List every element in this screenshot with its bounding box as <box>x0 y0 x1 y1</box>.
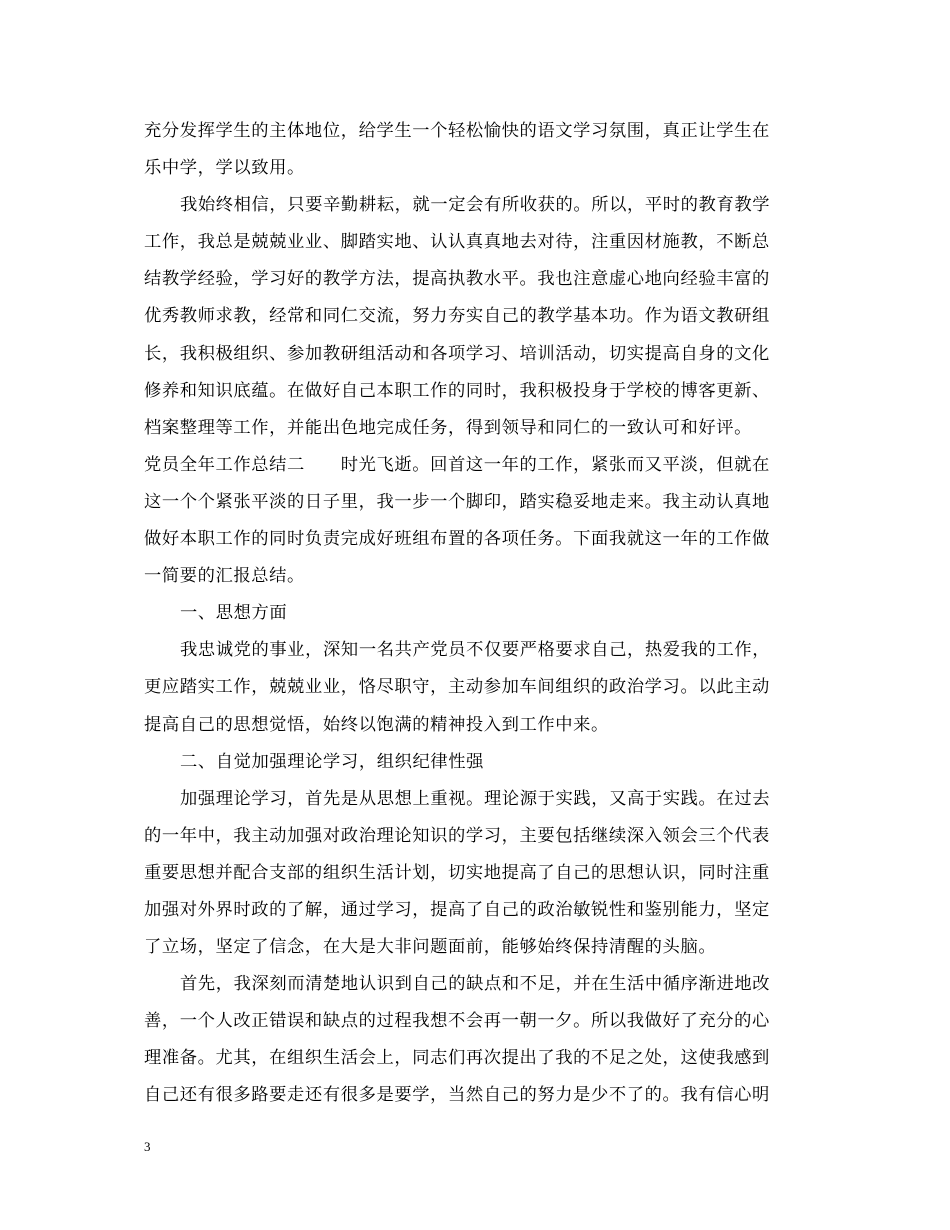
text-line: 一简要的汇报总结。 <box>144 566 305 587</box>
text-line: 工作，我总是兢兢业业、脚踏实地、认认真真地去对待，注重因材施教，不断总 <box>144 232 770 253</box>
text-line: 善，一个人改正错误和缺点的过程我想不会再一朝一夕。所以我做好了充分的心 <box>144 1011 770 1032</box>
heading-theory: 二、自觉加强理论学习，组织纪律性强 <box>180 751 484 772</box>
text-line: 长，我积极组织、参加教研组活动和各项学习、培训活动，切实提高自身的文化 <box>144 343 770 364</box>
text-line: 做好本职工作的同时负责完成好班组布置的各项任务。下面我就这一年的工作做 <box>144 529 770 550</box>
text-line: 自己还有很多路要走还有很多是要学，当然自己的努力是少不了的。我有信心明 <box>144 1085 770 1106</box>
text-line: 档案整理等工作，并能出色地完成任务，得到领导和同仁的一致认可和好评。 <box>144 417 752 438</box>
text-line: 结教学经验，学习好的教学方法，提高执教水平。我也注意虚心地向经验丰富的 <box>144 269 770 290</box>
text-line: 充分发挥学生的主体地位，给学生一个轻松愉快的语文学习氛围，真正让学生在 <box>144 121 770 141</box>
text-line: 我始终相信，只要辛勤耕耘，就一定会有所收获的。所以，平时的教育教学 <box>180 195 771 216</box>
text-line: 加强理论学习，首先是从思想上重视。理论源于实践，又高于实践。在过去 <box>180 788 771 809</box>
section-title-line: 党员全年工作总结二 时光飞逝。回首这一年的工作，紧张而又平淡，但就在 <box>144 454 770 475</box>
page-number: 3 <box>144 1139 151 1154</box>
document-body <box>144 113 804 1115</box>
text-line: 修养和知识底蕴。在做好自己本职工作的同时，我积极投身于学校的博客更新、 <box>144 380 770 401</box>
text-line: 重要思想并配合支部的组织生活计划，切实地提高了自己的思想认识，同时注重 <box>144 862 770 883</box>
heading-thought: 一、思想方面 <box>180 603 288 624</box>
text-line: 乐中学，学以致用。 <box>144 158 305 179</box>
text-line: 优秀教师求教，经常和同仁交流，努力夯实自己的教学基本功。作为语文教研组 <box>144 306 770 327</box>
text-line: 首先，我深刻而清楚地认识到自己的缺点和不足，并在生活中循序渐进地改 <box>180 974 771 995</box>
text-line: 理准备。尤其，在组织生活会上，同志们再次提出了我的不足之处，这使我感到 <box>144 1048 770 1069</box>
text-line: 我忠诚党的事业，深知一名共产党员不仅要严格要求自己，热爱我的工作， <box>180 640 771 661</box>
text-line: 更应踏实工作，兢兢业业，恪尽职守，主动参加车间组织的政治学习。以此主动 <box>144 677 770 698</box>
text-line: 提高自己的思想觉悟，始终以饱满的精神投入到工作中来。 <box>144 714 609 735</box>
text-line: 这一个个紧张平淡的日子里，我一步一个脚印，踏实稳妥地走来。我主动认真地 <box>144 491 770 512</box>
text-line: 的一年中，我主动加强对政治理论知识的学习，主要包括继续深入领会三个代表 <box>144 825 770 846</box>
text-line: 加强对外界时政的了解，通过学习，提高了自己的政治敏锐性和鉴别能力，坚定 <box>144 899 770 920</box>
text-line: 了立场，坚定了信念，在大是大非问题面前，能够始终保持清醒的头脑。 <box>144 937 717 958</box>
